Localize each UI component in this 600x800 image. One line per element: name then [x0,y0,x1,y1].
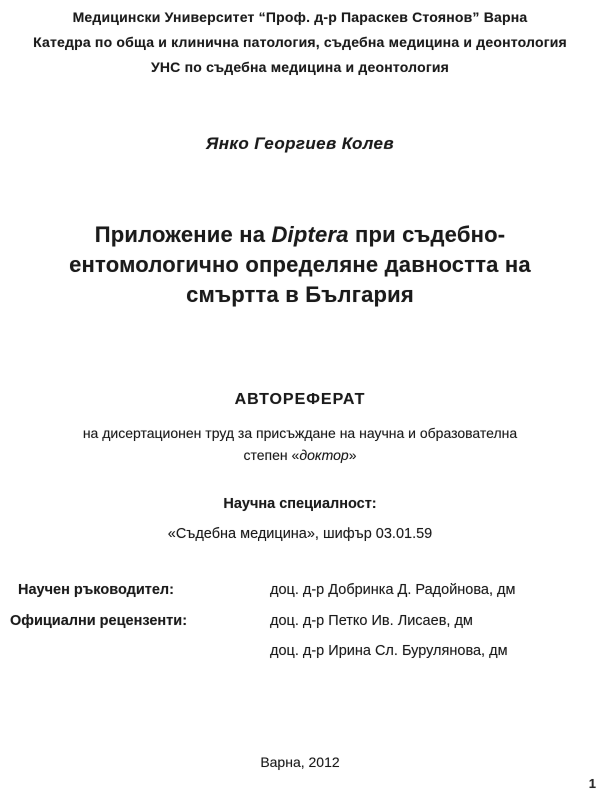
abstract-desc-line-1: на дисертационен труд за присъждане на научна и образователна [82,425,518,441]
supervisor-name: доц. д-р Добринка Д. Радойнова, дм [270,582,516,598]
reviewer-1-name: доц. д-р Петко Ив. Лисаев, дм [270,613,473,629]
degree-suffix: » [348,447,357,463]
title-line1-post: при съдебно- [348,222,506,247]
supervisor-label: Научен ръководител: [18,582,174,598]
title-line-1 [0,220,600,250]
title-line1-pre: Приложение на [94,222,272,247]
department-name: Катедра по обща и клинична патология, съдебна медицина и деонтология [33,34,567,50]
title-line-2: ентомологично определяне давността на [69,252,531,277]
university-name: Медицински Университет “Проф. д-р Параскев Стоянов” Варна [72,9,528,25]
reviewers-label: Официални рецензенти: [10,613,188,629]
dissertation-title [0,220,600,310]
specialty-value: «Съдебна медицина», шифър 03.01.59 [167,526,433,542]
institution-header [0,5,600,80]
abstract-description [0,422,600,466]
author-name: Янко Георгиев Колев [205,134,395,153]
place-and-year: Варна, 2012 [260,754,340,770]
page-number: 1 [588,776,596,791]
reviewer-2-name: доц. д-р Ирина Сл. Бурулянова, дм [270,643,508,659]
abstract-desc-line-2 [0,444,600,466]
specialty-label: Научна специалност: [223,496,377,512]
degree-word: доктор [299,447,349,463]
document-type-heading: АВТОРЕФЕРАТ [234,391,366,408]
degree-prefix: степен « [243,447,300,463]
title-latin-term: Diptera [271,222,349,247]
title-line-3: смъртта в България [186,282,414,307]
unit-name: УНС по съдебна медицина и деонтология [150,59,450,75]
